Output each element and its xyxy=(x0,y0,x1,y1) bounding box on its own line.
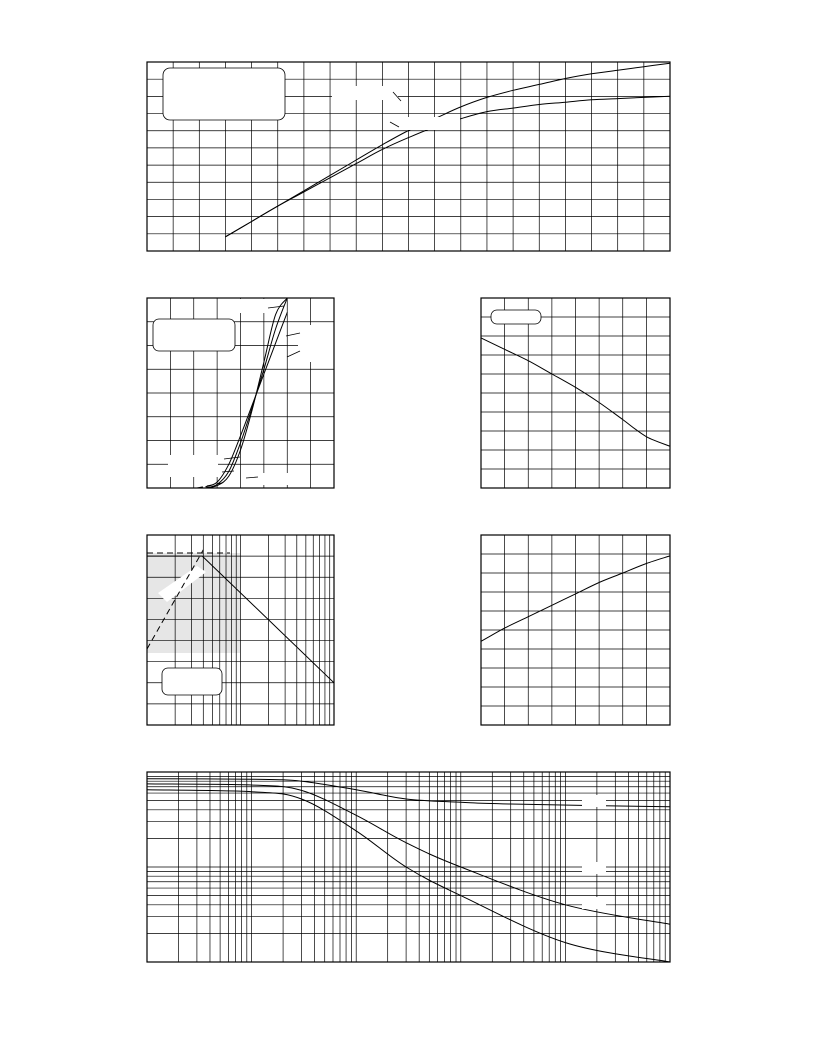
legend-box xyxy=(163,68,285,120)
legend-box xyxy=(153,319,235,351)
chart-soa xyxy=(147,535,334,725)
label-mask-4 xyxy=(246,473,290,485)
label-mask-3 xyxy=(168,455,218,477)
leader-line-5 xyxy=(222,471,234,472)
legend-box xyxy=(491,310,541,324)
label-mask-2 xyxy=(398,117,460,130)
legend-box xyxy=(162,668,222,695)
chart-mid-left xyxy=(147,298,334,488)
label-mask-1 xyxy=(332,86,398,100)
label-mask-1 xyxy=(582,795,606,807)
series-line-1 xyxy=(225,63,670,237)
label-mask-2 xyxy=(298,325,334,362)
label-mask-3 xyxy=(582,897,606,909)
chart-impedance xyxy=(147,772,670,962)
leader-line-2 xyxy=(286,333,300,336)
leader-line-2 xyxy=(390,122,399,127)
label-mask-1 xyxy=(222,299,266,313)
leader-line-1 xyxy=(268,306,284,308)
chart-bottom-right xyxy=(481,535,670,725)
chart-top xyxy=(147,62,670,251)
label-mask-2 xyxy=(582,862,606,874)
chart-mid-right xyxy=(481,298,670,488)
